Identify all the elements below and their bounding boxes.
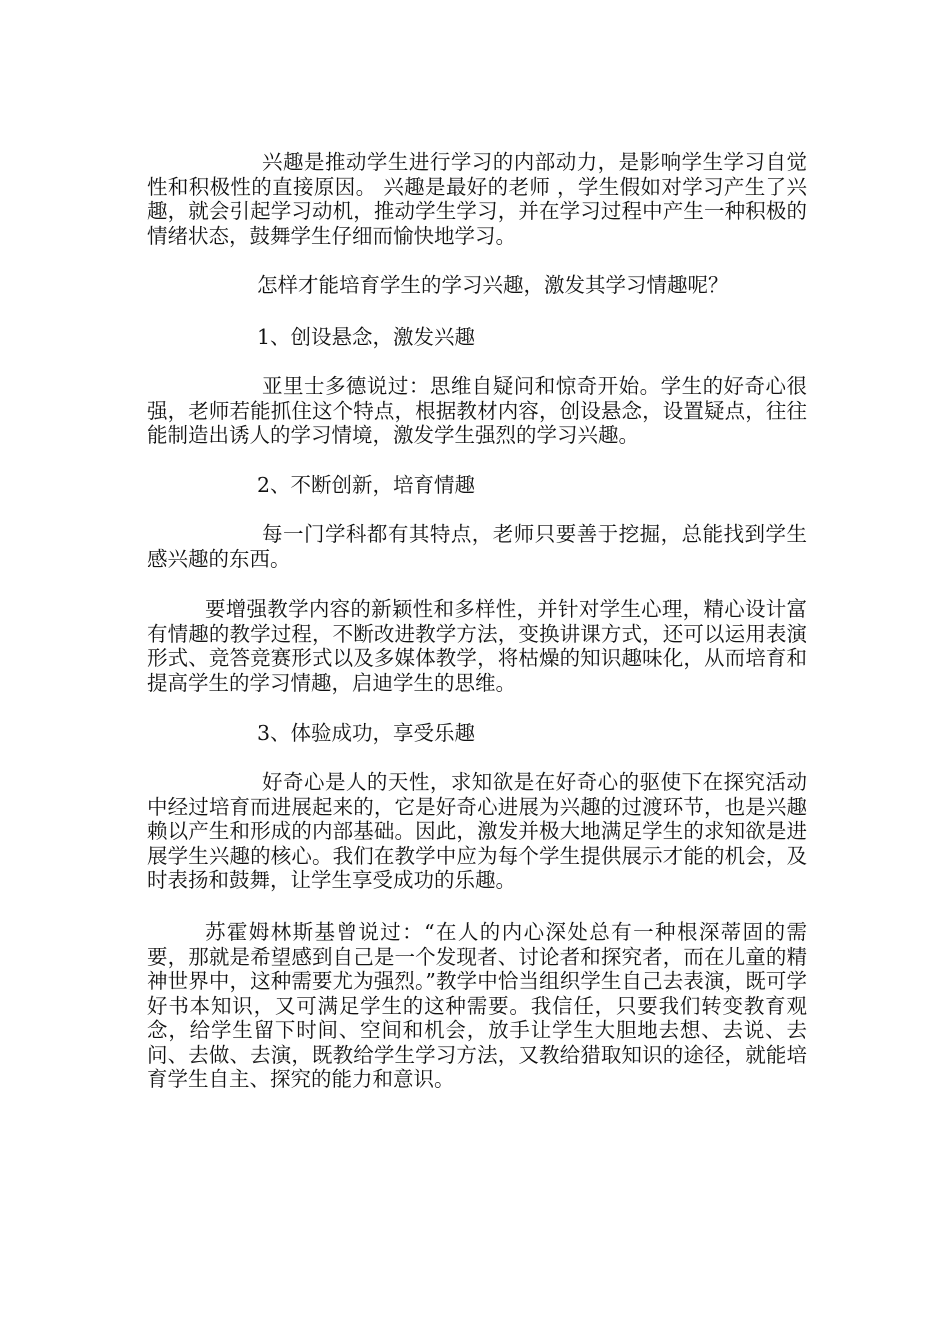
section-heading-2: 2、不断创新，培育情趣 <box>257 473 476 497</box>
paragraph-subject-features: 每一门学科都有其特点，老师只要善于挖掘，总能找到学生感兴趣的东西。 <box>147 522 807 571</box>
paragraph-interest-motivation: 兴趣是推动学生进行学习的内部动力，是影响学生学习自觉性和积极性的直接原因。 兴趣是最好的老师 ，学生假如对学习产生了兴趣，就会引起学习动机，推动学生学习，并在学习过程中产生一种积极的情绪状态，鼓舞学生仔细而愉快地学习。 <box>147 150 807 248</box>
paragraph-question: 怎样才能培育学生的学习兴趣，激发其学习情趣呢？ <box>257 273 729 297</box>
paragraph-aristotle: 亚里士多德说过：思维自疑问和惊奇开始。学生的好奇心很强，老师若能抓住这个特点，根据教材内容，创设悬念，设置疑点，往往能制造出诱人的学习情境，激发学生强烈的学习兴趣。 <box>147 374 807 447</box>
paragraph-sukhomlinsky: 苏霍姆林斯基曾说过：“在人的内心深处总有一种根深蒂固的需要，那就是希望感到自己是一个发现者、讨论者和探究者，而在儿童的精神世界中，这种需要尤为强烈。”教学中恰当组织学生自己去表演，既可学好书本知识，又可满足学生的这种需要。我信任，只要我们转变教育观念，给学生留下时间、空间和机会，放手让学生大胆地去想、去说、去问、去做、去演，既教给学生学习方法，又教给猎取知识的途径，就能培育学生自主、探究的能力和意识。 <box>147 920 807 1091</box>
section-heading-3: 3、体验成功，享受乐趣 <box>257 721 476 745</box>
paragraph-curiosity: 好奇心是人的天性，求知欲是在好奇心的驱使下在探究活动中经过培育而进展起来的，它是好奇心进展为兴趣的过渡环节，也是兴趣赖以产生和形成的内部基础。因此，激发并极大地满足学生的求知欲是进展学生兴趣的核心。我们在教学中应为每个学生提供展示才能的机会，及时表扬和鼓舞，让学生享受成功的乐趣。 <box>147 770 807 892</box>
section-heading-1: 1、创设悬念，激发兴趣 <box>257 325 476 349</box>
paragraph-teaching-content: 要增强教学内容的新颖性和多样性，并针对学生心理，精心设计富有情趣的教学过程，不断改进教学方法，变换讲课方式，还可以运用表演形式、竞答竞赛形式以及多媒体教学，将枯燥的知识趣味化，从而培育和提高学生的学习情趣，启迪学生的思维。 <box>147 597 807 695</box>
